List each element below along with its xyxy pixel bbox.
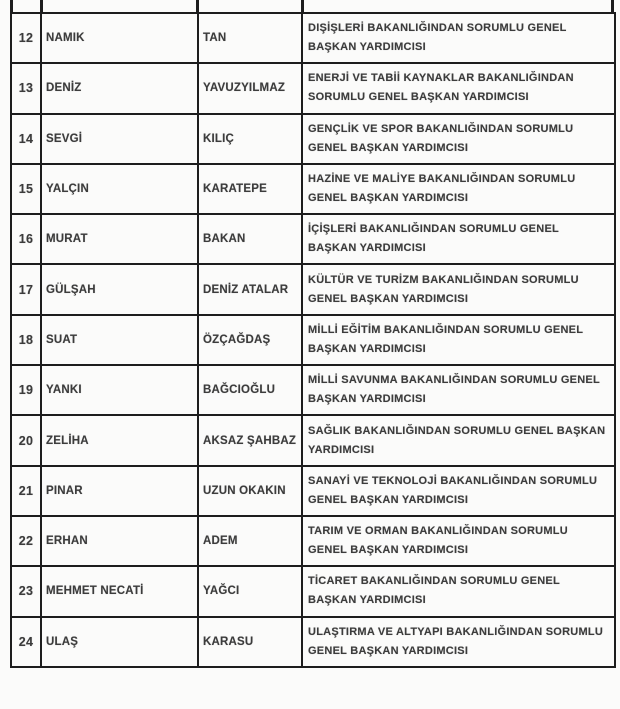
last-name-cell: TAN — [198, 13, 302, 63]
row-number-cell: 15 — [11, 164, 41, 214]
first-name-cell: YALÇIN — [41, 164, 198, 214]
table-row — [11, 114, 615, 164]
title-cell: ENERJİ VE TABİİ KAYNAKLAR BAKANLIĞINDAN SORUMLU GENEL BAŞKAN YARDIMCISI — [302, 63, 615, 113]
table-row — [11, 566, 615, 616]
last-name-cell: BAKAN — [198, 214, 302, 264]
title-cell: GENÇLİK VE SPOR BAKANLIĞINDAN SORUMLU GENEL BAŞKAN YARDIMCISI — [302, 114, 615, 164]
last-name-cell: ADEM — [198, 516, 302, 566]
last-name-cell: KARATEPE — [198, 164, 302, 214]
last-name-cell: ÖZÇAĞDAŞ — [198, 315, 302, 365]
first-name-cell: NAMIK — [41, 13, 198, 63]
table-row — [11, 466, 615, 516]
first-name-cell: SEVGİ — [41, 114, 198, 164]
last-name-cell: AKSAZ ŞAHBAZ — [198, 415, 302, 465]
row-number-cell: 21 — [11, 466, 41, 516]
first-name-cell: DENİZ — [41, 63, 198, 113]
table-row — [11, 617, 615, 667]
last-name-cell: YAĞCI — [198, 566, 302, 616]
first-name-cell: ERHAN — [41, 516, 198, 566]
table-row — [11, 164, 615, 214]
table-row — [11, 315, 615, 365]
title-cell: HAZİNE VE MALİYE BAKANLIĞINDAN SORUMLU GENEL BAŞKAN YARDIMCISI — [302, 164, 615, 214]
table-row — [11, 264, 615, 314]
row-number-cell: 24 — [11, 617, 41, 667]
first-name-cell: YANKI — [41, 365, 198, 415]
table-row — [11, 415, 615, 465]
last-name-cell: KILIÇ — [198, 114, 302, 164]
row-number-cell: 20 — [11, 415, 41, 465]
row-number-cell: 12 — [11, 13, 41, 63]
row-number-cell: 17 — [11, 264, 41, 314]
last-name-cell: DENİZ ATALAR — [198, 264, 302, 314]
title-cell: SANAYİ VE TEKNOLOJİ BAKANLIĞINDAN SORUMLU GENEL BAŞKAN YARDIMCISI — [302, 466, 615, 516]
title-cell: KÜLTÜR VE TURİZM BAKANLIĞINDAN SORUMLU GENEL BAŞKAN YARDIMCISI — [302, 264, 615, 314]
row-number-cell: 16 — [11, 214, 41, 264]
first-name-cell: MURAT — [41, 214, 198, 264]
officials-table-body — [11, 13, 615, 667]
title-cell: MİLLİ SAVUNMA BAKANLIĞINDAN SORUMLU GENEL BAŞKAN YARDIMCISI — [302, 365, 615, 415]
row-number-cell: 13 — [11, 63, 41, 113]
title-cell: İÇİŞLERİ BAKANLIĞINDAN SORUMLU GENEL BAŞKAN YARDIMCISI — [302, 214, 615, 264]
title-cell: MİLLİ EĞİTİM BAKANLIĞINDAN SORUMLU GENEL BAŞKAN YARDIMCISI — [302, 315, 615, 365]
row-number-cell: 14 — [11, 114, 41, 164]
title-cell: SAĞLIK BAKANLIĞINDAN SORUMLU GENEL BAŞKAN YARDIMCISI — [302, 415, 615, 465]
row-number-cell: 18 — [11, 315, 41, 365]
table-row — [11, 516, 615, 566]
first-name-cell: GÜLŞAH — [41, 264, 198, 314]
title-cell: TARIM VE ORMAN BAKANLIĞINDAN SORUMLU GENEL BAŞKAN YARDIMCISI — [302, 516, 615, 566]
last-name-cell: YAVUZYILMAZ — [198, 63, 302, 113]
row-number-cell: 23 — [11, 566, 41, 616]
first-name-cell: MEHMET NECATİ — [41, 566, 198, 616]
last-name-cell: BAĞCIOĞLU — [198, 365, 302, 415]
table-row — [11, 214, 615, 264]
first-name-cell: PINAR — [41, 466, 198, 516]
first-name-cell: ULAŞ — [41, 617, 198, 667]
row-number-cell: 19 — [11, 365, 41, 415]
table-row — [11, 63, 615, 113]
last-name-cell: UZUN OKAKIN — [198, 466, 302, 516]
row-number-cell: 22 — [11, 516, 41, 566]
last-name-cell: KARASU — [198, 617, 302, 667]
first-name-cell: SUAT — [41, 315, 198, 365]
officials-table — [10, 12, 616, 668]
title-cell: DIŞİŞLERİ BAKANLIĞINDAN SORUMLU GENEL BAŞKAN YARDIMCISI — [302, 13, 615, 63]
title-cell: TİCARET BAKANLIĞINDAN SORUMLU GENEL BAŞKAN YARDIMCISI — [302, 566, 615, 616]
table-row — [11, 365, 615, 415]
table-row — [11, 13, 615, 63]
first-name-cell: ZELİHA — [41, 415, 198, 465]
title-cell: ULAŞTIRMA VE ALTYAPI BAKANLIĞINDAN SORUMLU GENEL BAŞKAN YARDIMCISI — [302, 617, 615, 667]
